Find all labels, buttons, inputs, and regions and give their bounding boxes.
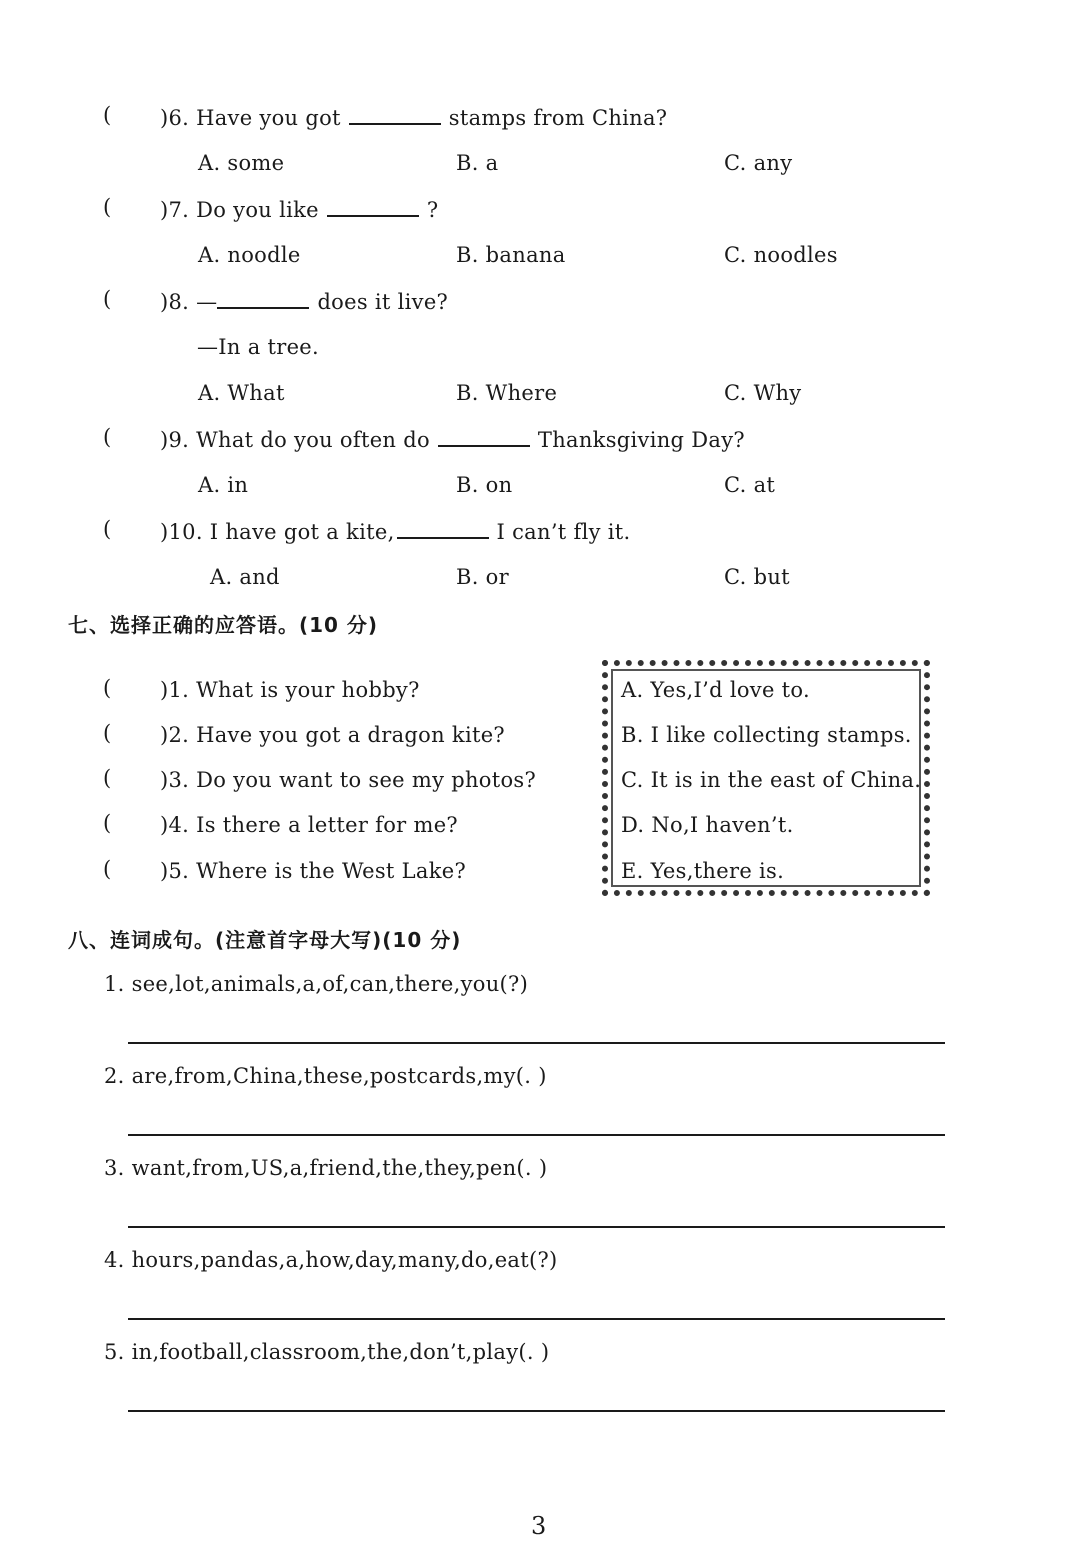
answer-paren[interactable]: ( (103, 857, 112, 881)
answer-paren[interactable]: ( (103, 676, 112, 700)
section-7-heading: 七、选择正确的应答语。(10 分) (68, 613, 379, 637)
scrambled-sentence-4: 4. hours,pandas,a,how,day,many,do,eat(?) (104, 1248, 558, 1272)
question-text: Have you got (196, 106, 341, 130)
answer-paren[interactable]: ( (103, 425, 112, 449)
question-number: )5. (160, 859, 190, 883)
option-c[interactable]: C. noodles (724, 243, 838, 267)
question-text: What do you often do (196, 428, 430, 452)
answer-option-c: C. It is in the east of China. (621, 768, 922, 792)
option-b[interactable]: B. banana (456, 243, 566, 267)
answer-option-a: A. Yes,I’d love to. (621, 678, 810, 702)
question-text: stamps from China? (448, 106, 668, 130)
answer-paren[interactable]: ( (103, 287, 112, 311)
answer-paren[interactable]: ( (103, 103, 112, 127)
question-text: Do you like (196, 198, 319, 222)
question-number: )7. (160, 198, 190, 222)
question-number: )3. (160, 768, 190, 792)
option-b[interactable]: B. on (456, 473, 513, 497)
option-c[interactable]: C. but (724, 565, 790, 589)
question-number: )4. (160, 813, 190, 837)
answer-line[interactable] (128, 1042, 945, 1044)
match-question-3 (160, 766, 536, 794)
answer-paren[interactable]: ( (103, 195, 112, 219)
option-a[interactable]: A. noodle (198, 243, 301, 267)
question-text: I have got a kite, (209, 520, 395, 544)
question-text: Thanksgiving Day? (537, 428, 745, 452)
question-text: does it live? (317, 290, 449, 314)
option-b[interactable]: B. or (456, 565, 509, 589)
question-text: Is there a letter for me? (196, 813, 458, 837)
answer-paren[interactable]: ( (103, 766, 112, 790)
option-a[interactable]: A. What (198, 381, 285, 405)
option-a[interactable]: A. some (198, 151, 285, 175)
question-text: Have you got a dragon kite? (196, 723, 505, 747)
answer-option-b: B. I like collecting stamps. (621, 723, 912, 747)
question-text: ? (426, 198, 439, 222)
question-text: — (196, 290, 218, 314)
option-c[interactable]: C. Why (724, 381, 802, 405)
fill-blank[interactable] (349, 103, 441, 125)
scrambled-sentence-1: 1. see,lot,animals,a,of,can,there,you(?) (104, 972, 529, 996)
scrambled-sentence-3: 3. want,from,US,a,friend,the,they,pen(. ) (104, 1156, 548, 1180)
page-number: 3 (531, 1512, 547, 1540)
answer-paren[interactable]: ( (103, 517, 112, 541)
option-b[interactable]: B. a (456, 151, 499, 175)
option-b[interactable]: B. Where (456, 381, 558, 405)
fill-blank[interactable] (327, 195, 419, 217)
fill-blank[interactable] (438, 425, 530, 447)
option-a[interactable]: A. and (210, 565, 280, 589)
question-8-response: —In a tree. (197, 335, 319, 359)
question-number: )1. (160, 678, 190, 702)
answer-line[interactable] (128, 1318, 945, 1320)
fill-blank[interactable] (217, 287, 309, 309)
answer-option-d: D. No,I haven’t. (621, 813, 794, 837)
option-a[interactable]: A. in (198, 473, 249, 497)
question-number: )10. (160, 520, 203, 544)
question-number: )6. (160, 106, 190, 130)
match-question-1 (160, 676, 420, 704)
question-text: Do you want to see my photos? (196, 768, 537, 792)
question-10 (160, 517, 630, 546)
match-question-5 (160, 857, 466, 885)
section-8-heading: 八、连词成句。(注意首字母大写)(10 分) (68, 928, 462, 952)
match-question-2 (160, 721, 505, 749)
option-c[interactable]: C. at (724, 473, 776, 497)
question-9 (160, 425, 745, 454)
question-7 (160, 195, 438, 224)
question-text: What is your hobby? (196, 678, 420, 702)
question-number: )2. (160, 723, 190, 747)
question-number: )9. (160, 428, 190, 452)
answer-option-e: E. Yes,there is. (621, 859, 785, 883)
question-8 (160, 287, 448, 316)
scrambled-sentence-5: 5. in,football,classroom,the,don’t,play(. ) (104, 1340, 550, 1364)
scrambled-sentence-2: 2. are,from,China,these,postcards,my(. ) (104, 1064, 547, 1088)
question-text: Where is the West Lake? (196, 859, 467, 883)
answer-line[interactable] (128, 1134, 945, 1136)
answer-line[interactable] (128, 1410, 945, 1412)
question-text: I can’t fly it. (496, 520, 631, 544)
fill-blank[interactable] (397, 517, 489, 539)
answer-line[interactable] (128, 1226, 945, 1228)
question-number: )8. (160, 290, 190, 314)
option-c[interactable]: C. any (724, 151, 793, 175)
question-6 (160, 103, 667, 132)
match-question-4 (160, 811, 458, 839)
answer-paren[interactable]: ( (103, 811, 112, 835)
answer-paren[interactable]: ( (103, 721, 112, 745)
